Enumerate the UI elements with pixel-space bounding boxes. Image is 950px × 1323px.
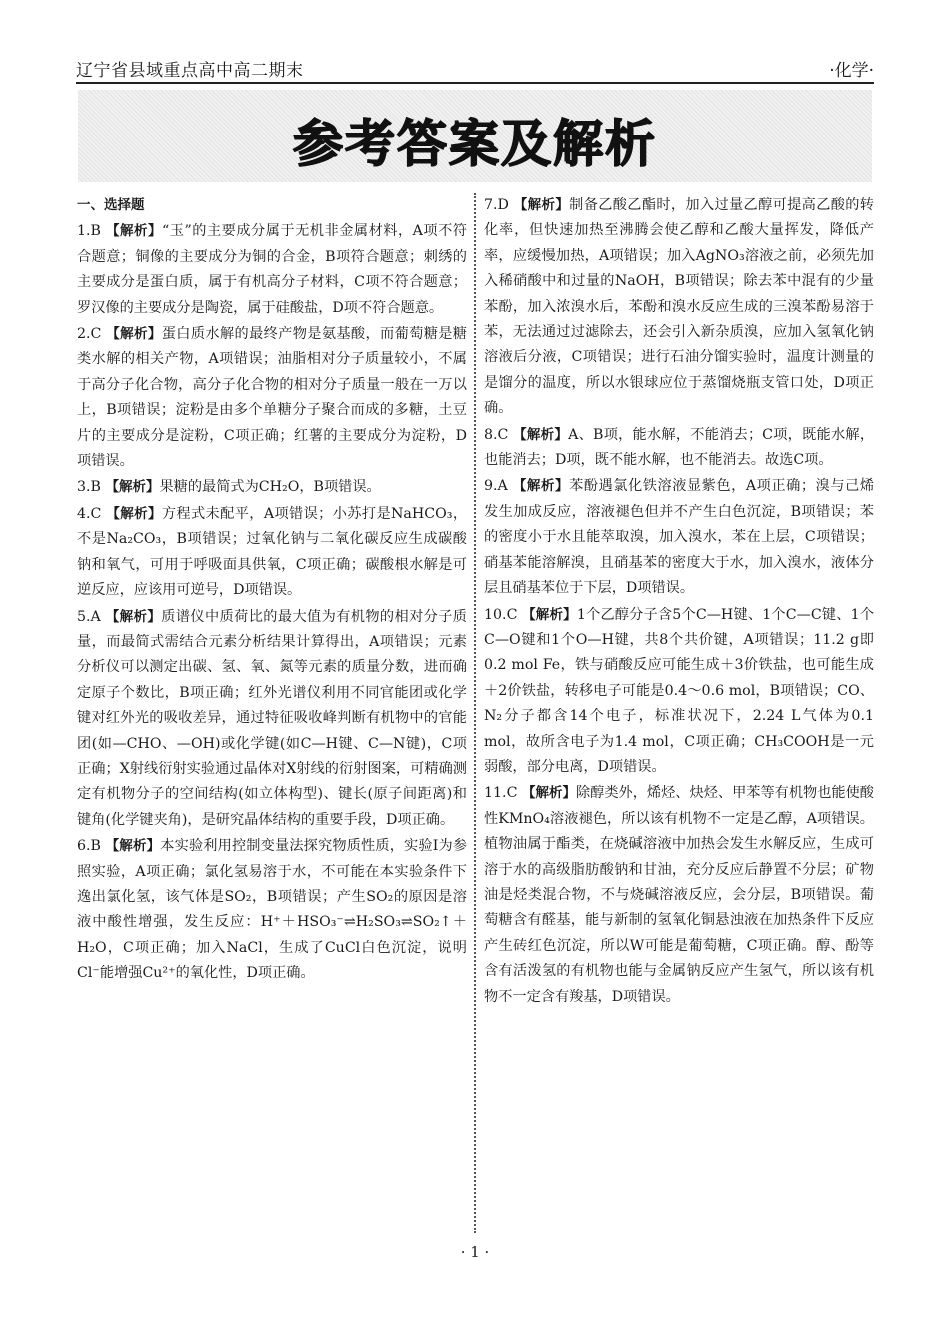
answer-number: 9.A — [484, 478, 508, 495]
analysis-tag: 【解析】 — [513, 197, 570, 213]
analysis-tag: 【解析】 — [522, 606, 577, 623]
answer-number: 2.C — [77, 326, 102, 343]
answer-number: 6.B — [77, 838, 101, 855]
analysis-tag: 【解析】 — [106, 326, 162, 343]
answer-number: 3.B — [77, 479, 101, 496]
right-column — [484, 193, 874, 1011]
answer-number: 1.B — [77, 223, 101, 240]
answer-number: 4.C — [77, 505, 102, 522]
answer-item-2 — [77, 322, 467, 474]
analysis-tag: 【解析】 — [106, 505, 162, 522]
answer-text: “玉”的主要成分属于无机非金属材料，A项不符合题意；铜像的主要成分为铜的合金，B项符合题意；刺绣的主要成分是蛋白质，属于有机高分子材料，C项不符合题意；罗汉像的主要成分是陶瓷，属于硅酸盐，D项不符合题意。 — [77, 223, 467, 316]
answer-text: 1个乙醇分子含5个C—H键、1个C—C键、1个C—O键和1个O—H键，共8个共价键，A项错误；11.2 g即0.2 mol Fe，铁与硝酸反应可能生成＋3价铁盐，也可能生成＋2价铁盐，转移电子可能是0.4～0.6 mol，B项错误；CO、N₂分子都含14个电子，标准状况下，2.24 L气体为0.1 mol，故所含电子为1.4 mol，C项正确；CH₃COOH是一元弱酸，部分电离，D项错误。 — [484, 606, 875, 775]
answer-text: 除醇类外，烯烃、炔烃、甲苯等有机物也能使酸性KMnO₄溶液褪色，所以该有机物不一定是乙醇，A项错误。植物油属于酯类，在烧碱溶液中加热会发生水解反应，生成可溶于水的高级脂肪酸钠和甘油，充分反应后静置不分层；矿物油是烃类混合物，不与烧碱溶液反应，会分层，B项错误。葡萄糖含有醛基，能与新制的氢氧化铜悬浊液在加热条件下反应产生砖红色沉淀，所以W可能是葡萄糖，C项正确。醇、酚等含有活泼氢的有机物也能与金属钠反应产生氢气，所以该有机物不一定含有羧基，D项错误。 — [484, 785, 874, 1005]
section-title: 一、选择题 — [77, 197, 145, 213]
subject-label: ·化学· — [829, 61, 874, 81]
answer-item-11 — [484, 781, 874, 1010]
answer-number: 10.C — [484, 606, 518, 623]
answer-item-8 — [484, 423, 874, 474]
answer-text: 果糖的最简式为CH₂O，B项错误。 — [159, 479, 381, 496]
analysis-tag: 【解析】 — [105, 838, 161, 855]
answer-item-3 — [77, 475, 467, 500]
analysis-tag: 【解析】 — [513, 426, 569, 443]
answer-text: 质谱仪中质荷比的最大值为有机物的相对分子质量，而最简式需结合元素分析结果计算得出，A项错误；元素分析仪可以测定出碳、氢、氧、氮等元素的质量分数，进而确定原子个数比，B项正确；红外光谱仪利用不同官能团或化学键对红外光的吸收差异，通过特征吸收峰判断有机物中的官能团(如—CHO、—OH)或化学键(如C—H键、C—N键)，C项正确；X射线衍射实验通过晶体对X射线的衍射图案，可精确测定有机物分子的空间结构(如立体构型)、键长(原子间距离)和键角(化学键夹角)，是研究晶体结构的重要手段，D项正确。 — [77, 608, 467, 828]
page-number: · 1 · — [460, 1243, 490, 1261]
answer-number: 11.C — [484, 785, 518, 802]
answer-text: 方程式未配平，A项错误；小苏打是NaHCO₃，不是Na₂CO₃，B项错误；过氧化钠与二氧化碳反应生成碳酸钠和氧气，可用于呼吸面具供氧，C项正确；碳酸根水解是可逆反应，应该用可逆号，D项错误。 — [77, 505, 468, 599]
answer-text: A、B项，能水解，不能消去；C项，既能水解，也能消去；D项，既不能水解，也不能消去。故选C项。 — [484, 426, 875, 469]
answer-item-7 — [484, 193, 874, 422]
title-banner — [78, 90, 872, 182]
analysis-tag: 【解析】 — [521, 785, 576, 802]
answer-item-1 — [77, 219, 467, 321]
answer-item-6 — [77, 834, 467, 986]
answer-number: 5.A — [77, 608, 101, 625]
column-divider — [474, 193, 476, 1233]
analysis-tag: 【解析】 — [106, 223, 163, 240]
answer-number: 8.C — [484, 426, 509, 443]
answer-item-5 — [77, 605, 467, 834]
answer-text: 蛋白质水解的最终产物是氨基酸，而葡萄糖是糖类水解的相关产物，A项错误；油脂相对分子质量较小，不属于高分子化合物，高分子化合物的相对分子质量一般在一万以上，B项错误；淀粉是由多个单糖分子聚合而成的多糖，土豆片的主要成分是淀粉，C项正确；红薯的主要成分为淀粉，D项错误。 — [77, 326, 467, 470]
answer-text: 本实验利用控制变量法探究物质性质，实验Ⅰ为参照实验，A项正确；氯化氢易溶于水，不可能在本实验条件下逸出氯化氢，该气体是SO₂，B项错误；产生SO₂的原因是溶液中酸性增强，发生反应：H⁺＋HSO₃⁻⇌H₂SO₃⇌SO₂↑＋H₂O，C项正确；加入NaCl，生成了CuCl白色沉淀，说明Cl⁻能增强Cu²⁺的氧化性，D项正确。 — [77, 838, 468, 982]
answer-item-10 — [484, 603, 874, 781]
answer-item-4 — [77, 502, 467, 604]
answer-number: 7.D — [484, 197, 509, 213]
answer-text: 苯酚遇氯化铁溶液显紫色，A项正确；溴与己烯发生加成反应，溶液褪色但并不产生白色沉淀，B项错误；苯的密度小于水且能萃取溴，加入溴水，苯在上层，C项错误；硝基苯能溶解溴，且硝基苯的密度大于水，加入溴水，液体分层且硝基苯位于下层，D项错误。 — [484, 478, 875, 597]
answer-text: 制备乙酸乙酯时，加入过量乙醇可提高乙酸的转化率，但快速加热至沸腾会使乙醇和乙酸大量挥发，降低产率，应缓慢加热，A项错误；加入AgNO₃溶液之前，必须先加入稀硝酸中和过量的NaOH，B项错误；除去苯中混有的少量苯酚，加入浓溴水后，苯酚和溴水反应生成的三溴苯酚易溶于苯，无法通过过滤除去，还会引入新杂质溴，应加入氢氧化钠溶液后分液，C项错误；进行石油分馏实验时，温度计测量的是馏分的温度，所以水银球应位于蒸馏烧瓶支管口处，D项正确。 — [484, 197, 874, 417]
analysis-tag: 【解析】 — [105, 608, 162, 625]
exam-title: 辽宁省县域重点高中高二期末 — [76, 61, 304, 81]
left-column — [77, 193, 467, 988]
analysis-tag: 【解析】 — [512, 478, 570, 495]
answer-item-9 — [484, 474, 874, 601]
page-title: 参考答案及解析 — [293, 115, 657, 173]
analysis-tag: 【解析】 — [105, 479, 160, 496]
page-header — [76, 52, 874, 84]
